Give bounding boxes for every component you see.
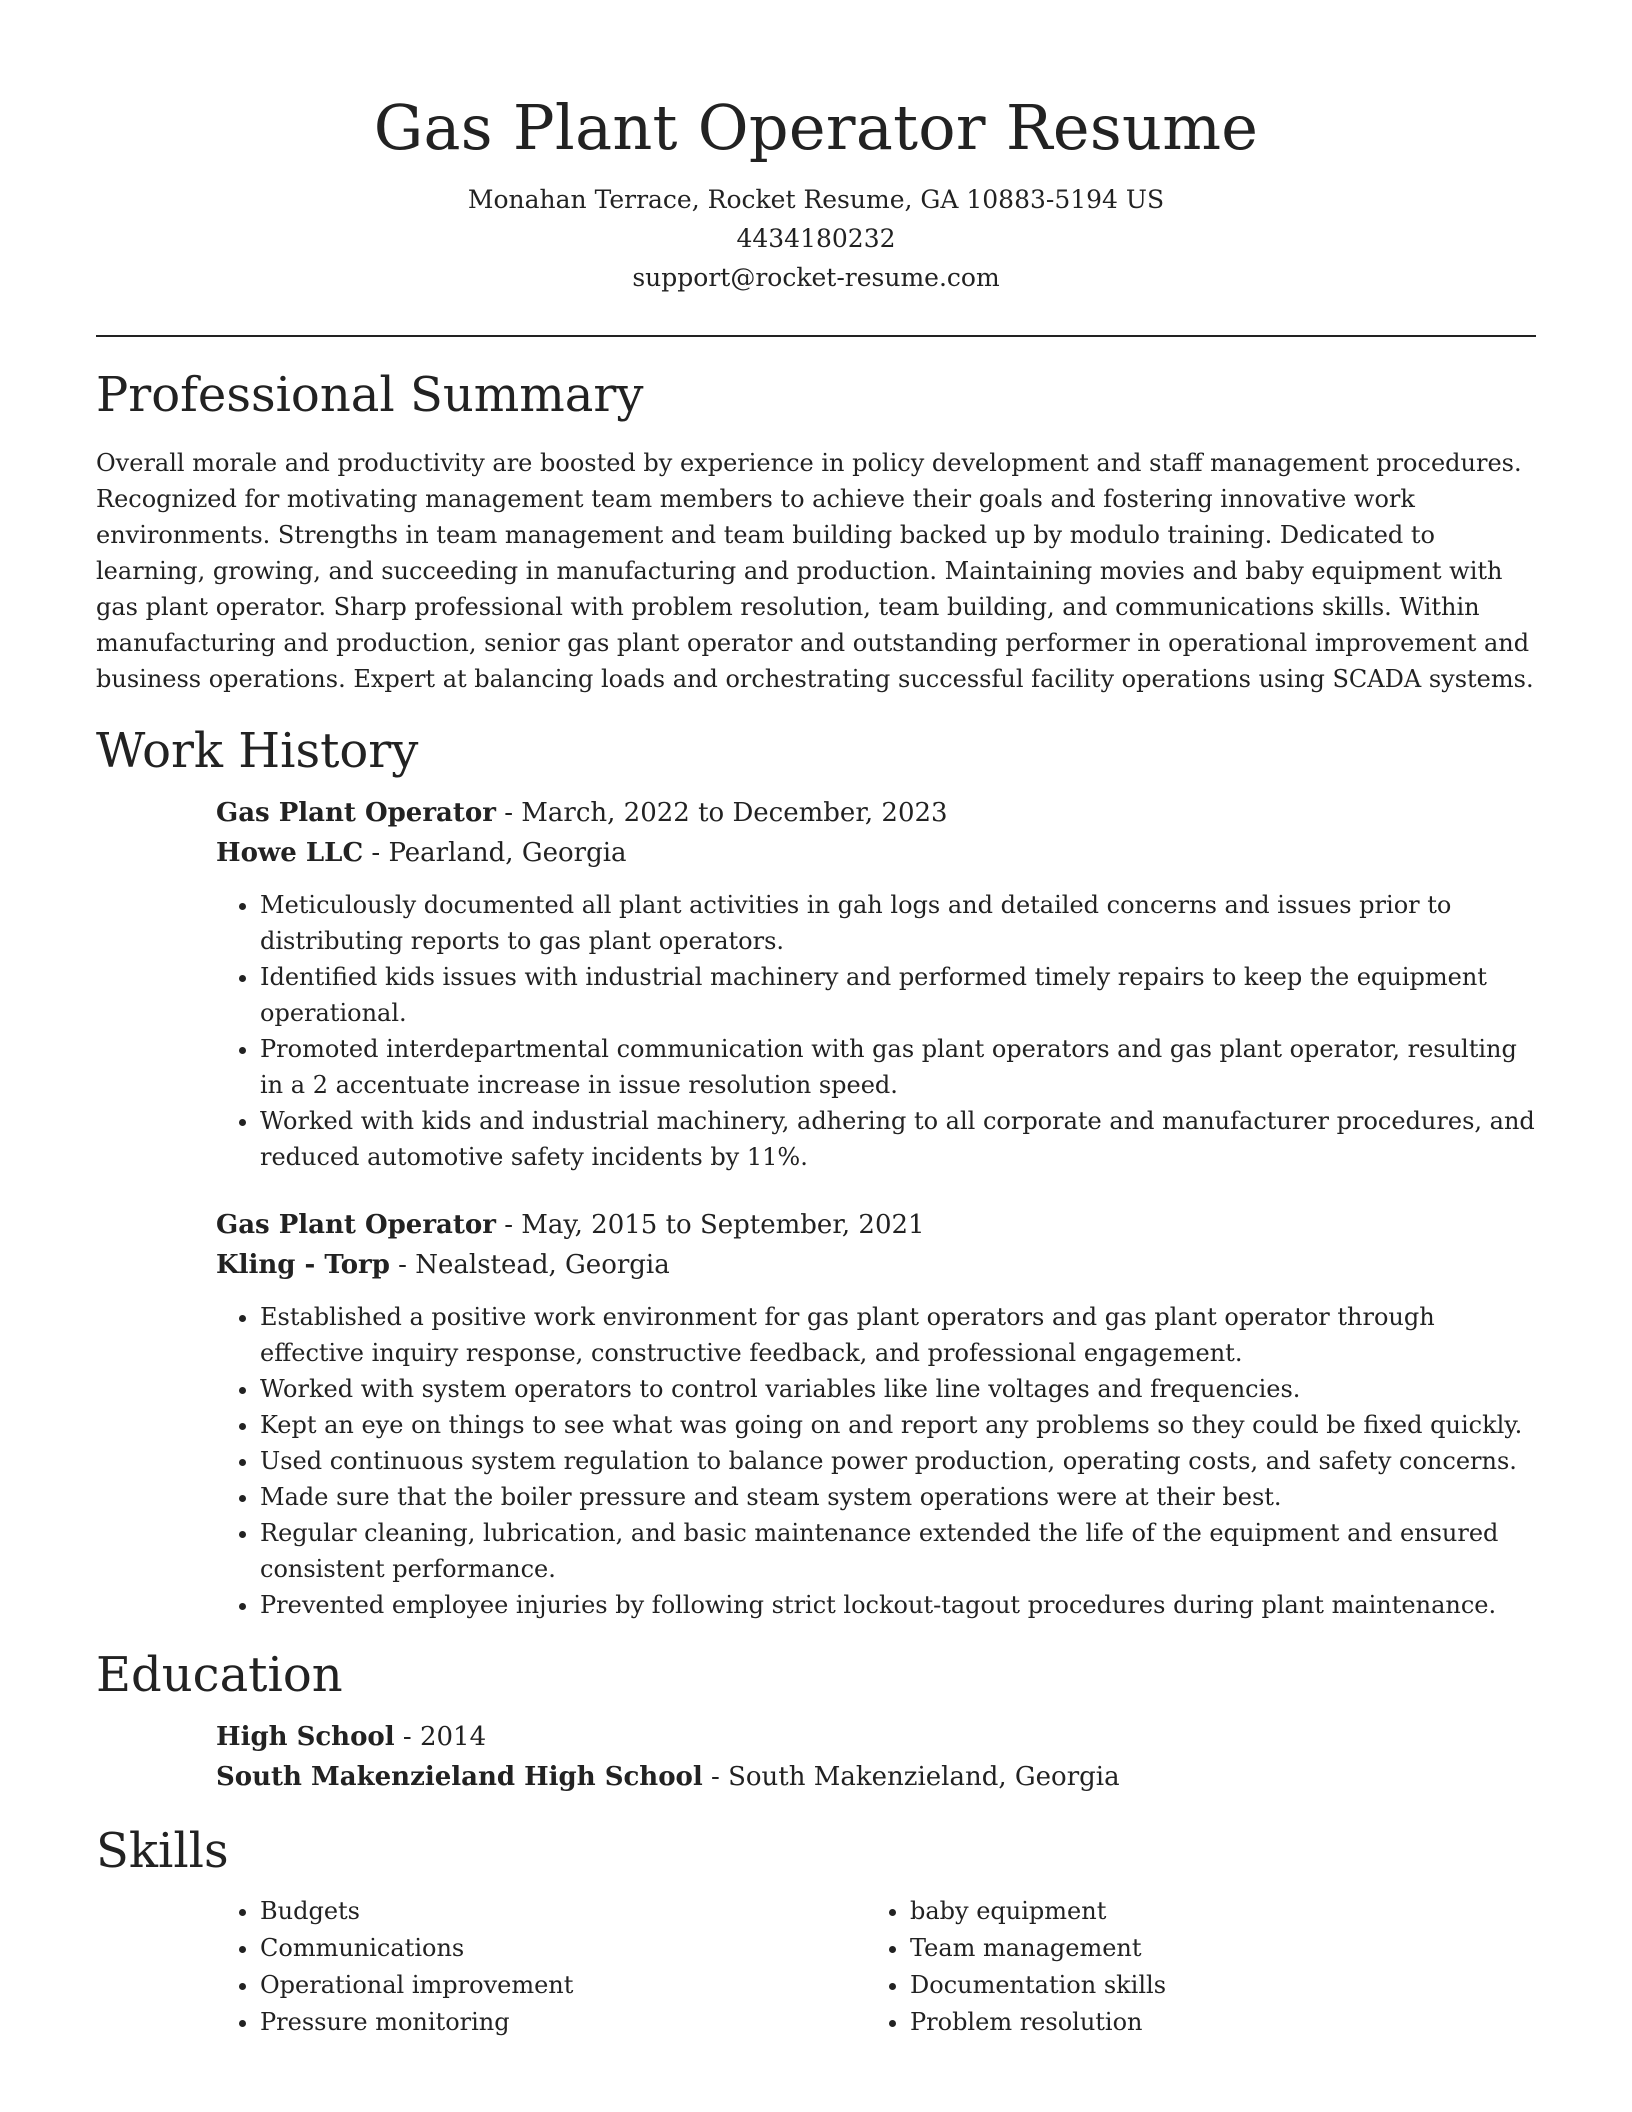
job-bullets (216, 887, 1536, 1175)
job-bullet: • Identified kids issues with industrial machinery and performed timely repairs to keep the equipment operational. (260, 959, 1536, 1031)
header-divider (96, 335, 1536, 337)
education-heading: Education (96, 1647, 343, 1703)
job-location: - Pearland, Georgia (363, 838, 627, 868)
education-year: - 2014 (394, 1722, 487, 1752)
skills-heading: Skills (96, 1823, 229, 1879)
work-heading: Work History (96, 723, 419, 779)
job-bullet: • Regular cleaning, lubrication, and basic maintenance extended the life of the equipment and ensured consistent performance. (260, 1515, 1536, 1587)
skills-columns (216, 1893, 1536, 2041)
job-bullet: • Worked with system operators to control variables like line voltages and frequencies. (260, 1371, 1536, 1407)
job-bullets (216, 1299, 1536, 1623)
job-bullet: • Worked with kids and industrial machinery, adhering to all corporate and manufacturer procedures, and reduced automotive safety incidents by 11%. (260, 1103, 1536, 1175)
job-company: Howe LLC (216, 838, 364, 868)
education-degree-line (216, 1717, 1536, 1757)
job-company-line (216, 833, 1536, 873)
job-entry (216, 793, 1536, 1175)
job-bullet: • Meticulously documented all plant activities in gah logs and detailed concerns and issues prior to distributing reports to gas plant operators. (260, 887, 1536, 959)
job-dates: - May, 2015 to September, 2021 (495, 1210, 925, 1240)
job-dates: - March, 2022 to December, 2023 (495, 798, 948, 828)
education-location: - South Makenzieland, Georgia (702, 1762, 1120, 1792)
skills-list-right (866, 1893, 1516, 2041)
job-company: Kling - Torp (216, 1250, 390, 1280)
resume-page (96, 0, 1536, 2041)
summary-heading: Professional Summary (96, 367, 644, 423)
work-section (96, 721, 1536, 1623)
job-bullet: • Made sure that the boiler pressure and steam system operations were at their best. (260, 1479, 1536, 1515)
job-title-line (216, 793, 1536, 833)
education-school: South Makenzieland High School (216, 1762, 703, 1792)
skill-item: • baby equipment (910, 1893, 1516, 1930)
contact-block (96, 180, 1536, 297)
resume-title: Gas Plant Operator Resume (373, 91, 1259, 164)
education-entry (216, 1717, 1536, 1797)
job-bullet: • Kept an eye on things to see what was going on and report any problems so they could be fixed quickly. (260, 1407, 1536, 1443)
education-school-line (216, 1757, 1536, 1797)
contact-phone: 4434180232 (736, 224, 896, 253)
skills-section (96, 1821, 1536, 2041)
job-title-line (216, 1205, 1536, 1245)
job-title: Gas Plant Operator (216, 1210, 496, 1240)
job-bullet: • Established a positive work environment for gas plant operators and gas plant operator through effective inquiry response, constructive feedback, and professional engagement. (260, 1299, 1536, 1371)
summary-section (96, 365, 1536, 697)
summary-text: Overall morale and productivity are boosted by experience in policy development and staff management procedures. Recognized for motivating management team members to achieve their goals and fostering innovative work environments. Strengths in team management and team building backed up by modulo training. Dedicated to learning, growing, and succeeding in manufacturing and production. Maintaining movies and baby equipment with gas plant operator. Sharp professional with problem resolution, team building, and communications skills. Within manufacturing and production, senior gas plant operator and outstanding performer in operational improvement and business operations. Expert at balancing loads and orchestrating successful facility operations using SCADA systems. (96, 449, 1534, 693)
skill-item: • Communications (260, 1930, 866, 1967)
education-section (96, 1645, 1536, 1797)
skill-item: • Operational improvement (260, 1967, 866, 2004)
job-bullet: • Used continuous system regulation to balance power production, operating costs, and safety concerns. (260, 1443, 1536, 1479)
skill-item: • Pressure monitoring (260, 2004, 866, 2041)
contact-email: support@rocket-resume.com (632, 263, 1000, 292)
job-entry (216, 1205, 1536, 1623)
skill-item: • Documentation skills (910, 1967, 1516, 2004)
job-title: Gas Plant Operator (216, 798, 496, 828)
education-degree: High School (216, 1722, 395, 1752)
skill-item: • Team management (910, 1930, 1516, 1967)
resume-header (96, 0, 1536, 297)
skill-item: • Problem resolution (910, 2004, 1516, 2041)
job-bullet: • Promoted interdepartmental communication with gas plant operators and gas plant operator, resulting in a 2 accentuate increase in issue resolution speed. (260, 1031, 1536, 1103)
skill-item: • Budgets (260, 1893, 866, 1930)
job-bullet: • Prevented employee injuries by following strict lockout-tagout procedures during plant maintenance. (260, 1587, 1536, 1623)
job-location: - Nealstead, Georgia (389, 1250, 670, 1280)
contact-address: Monahan Terrace, Rocket Resume, GA 10883-5194 US (467, 185, 1165, 214)
job-company-line (216, 1245, 1536, 1285)
skills-list-left (216, 1893, 866, 2041)
